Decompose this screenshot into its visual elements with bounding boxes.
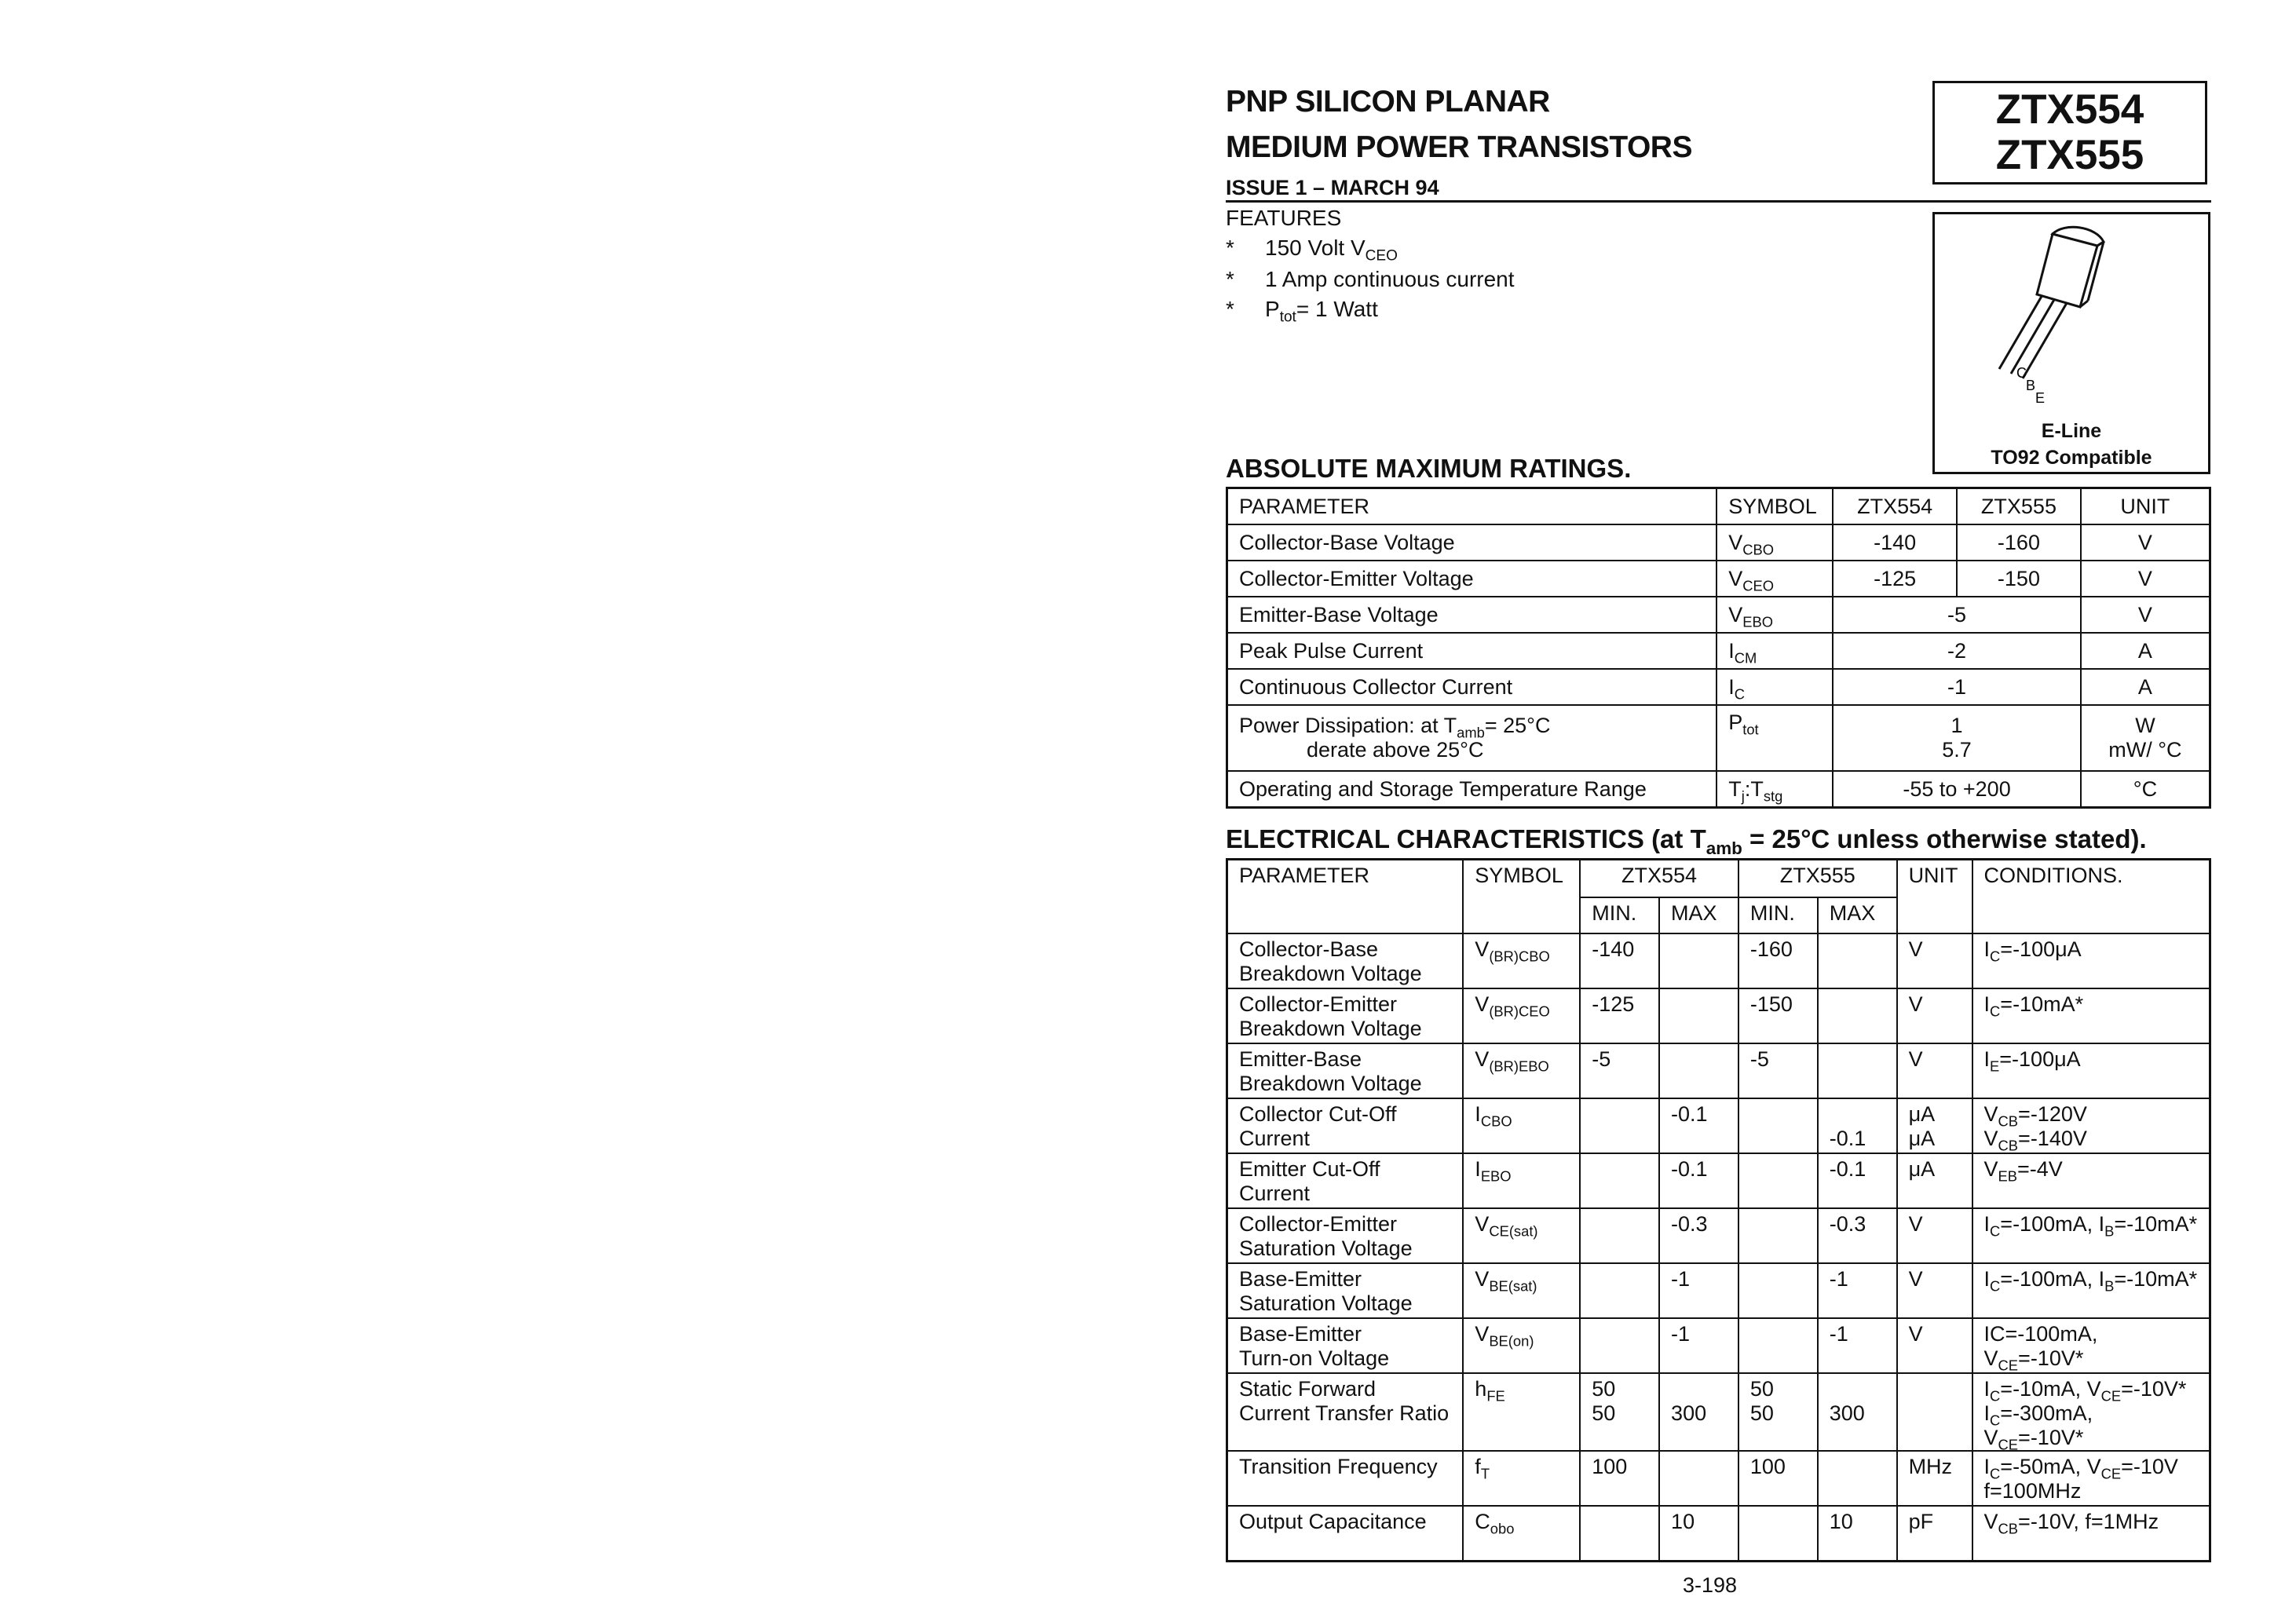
- header-cell: ZTX555: [1957, 488, 2081, 525]
- pin-c-label: C: [2016, 365, 2027, 381]
- table-row: Peak Pulse Current $I_{CM}$ -2 A: [1227, 633, 2210, 669]
- part-number-2: ZTX555: [1995, 132, 2144, 178]
- title-line-2: MEDIUM POWER TRANSISTORS: [1226, 130, 1692, 164]
- table-row: Collector Cut-Off Current $I_{CBO}$ -0.1 -0.1 μA μA $V_{CB}=-120V$ $V_{CB}=-140V$: [1227, 1098, 2210, 1153]
- table-row: Emitter-Base Voltage $V_{EBO}$ -5 V: [1227, 597, 2210, 633]
- transistor-package-icon: [1935, 214, 2208, 418]
- table-row: Collector-Base Breakdown Voltage $V_{(BR)CBO}$ -140 -160 V $I_C=-100\mu A$: [1227, 933, 2210, 988]
- table-header-row: PARAMETER SYMBOL ZTX554 ZTX555 UNIT CONDITIONS.: [1227, 860, 2210, 898]
- header-cell: SYMBOL: [1717, 488, 1833, 525]
- elec-heading: ELECTRICAL CHARACTERISTICS (at $T_{amb} = 25^\circ C$ unless otherwise stated).: [1226, 824, 2147, 858]
- table-row: Emitter Cut-Off Current $I_{EBO}$ -0.1 -0.1 μA $V_{EB}=-4V$: [1227, 1153, 2210, 1208]
- header-rule: [1226, 200, 2211, 203]
- header-cell: ZTX554: [1833, 488, 1957, 525]
- package-caption-1: E-Line: [2041, 420, 2102, 442]
- abs-max-heading: ABSOLUTE MAXIMUM RATINGS.: [1226, 454, 1632, 483]
- table-row: Emitter-Base Breakdown Voltage $V_{(BR)EBO}$ -5 -5 V $I_E=-100\mu A$: [1227, 1043, 2210, 1098]
- table-subheader-row: MIN. MAX MIN. MAX: [1227, 897, 2210, 933]
- table-row: Continuous Collector Current $I_C$ -1 A: [1227, 669, 2210, 705]
- table-row: Static Forward Current Transfer Ratio $h_{FE}$ 50 50 300 50 50 300 $I_C=-10mA$, $V_{CE}=-10V*$ $I_C=-300mA$, $V_{CE}=-10V*$: [1227, 1373, 2210, 1451]
- package-caption-2: TO92 Compatible: [1991, 447, 2152, 469]
- table-header-row: [1227, 488, 2210, 525]
- issue-label: ISSUE 1 – MARCH 94: [1226, 176, 1439, 199]
- table-row: Collector-Base Voltage $V_{CBO}$ -140 -160 V: [1227, 524, 2210, 561]
- table-row: Output Capacitance $C_{obo}$ 10 10 pF $V_{CB}=-10V$, f=1MHz: [1227, 1506, 2210, 1562]
- title-line-1: PNP SILICON PLANAR: [1226, 85, 1550, 119]
- bullet: *: [1226, 297, 1234, 321]
- header-cell: PARAMETER: [1227, 488, 1717, 525]
- table-row: Base-Emitter Saturation Voltage $V_{BE(sat)}$ -1 -1 V $I_C=-100mA$, $I_B=-10mA*$: [1227, 1263, 2210, 1318]
- table-row: Collector-Emitter Voltage $V_{CEO}$ -125 -150 V: [1227, 561, 2210, 597]
- table-row: Collector-Emitter Breakdown Voltage $V_{(BR)CEO}$ -125 -150 V $I_C=-10mA*$: [1227, 988, 2210, 1043]
- part-number-box: [1932, 81, 2207, 184]
- part-number-1: ZTX554: [1995, 86, 2144, 133]
- table-row: Base-Emitter Turn-on Voltage $V_{BE(on)}$ -1 -1 V IC=-100mA, $V_{CE}=-10V*$: [1227, 1318, 2210, 1373]
- elec-table: [1226, 858, 2211, 1562]
- bullet: *: [1226, 267, 1234, 291]
- feature-item: * 150 Volt $V_{CEO}$: [1226, 236, 1398, 265]
- table-row: Collector-Emitter Saturation Voltage $V_{CE(sat)}$ -0.3 -0.3 V $I_C=-100mA$, $I_B=-10mA*$: [1227, 1208, 2210, 1263]
- feature-item: * $P_{tot}= 1$ Watt: [1226, 297, 1378, 326]
- page-number: 3-198: [1683, 1573, 1738, 1597]
- table-row: Power Dissipation: at $T_{amb}= 25^\circ C$ derate above 25°C $P_{tot}$ 1 5.7 W mW/ °C: [1227, 705, 2210, 771]
- header-cell: UNIT: [2081, 488, 2210, 525]
- pin-b-label: B: [2026, 378, 2036, 393]
- package-box: [1932, 212, 2210, 474]
- bullet: *: [1226, 236, 1234, 260]
- table-row: Operating and Storage Temperature Range $T_j:T_{stg}$ -55 to +200 °C: [1227, 771, 2210, 808]
- abs-max-table: [1226, 487, 2211, 809]
- pin-e-label: E: [2035, 390, 2046, 406]
- feature-item: * 1 Amp continuous current: [1226, 267, 1515, 291]
- features-heading: FEATURES: [1226, 206, 1342, 230]
- table-row: Transition Frequency $f_T$ 100 100 MHz $I_C=-50mA$, $V_{CE}=-10V$ f=100MHz: [1227, 1451, 2210, 1506]
